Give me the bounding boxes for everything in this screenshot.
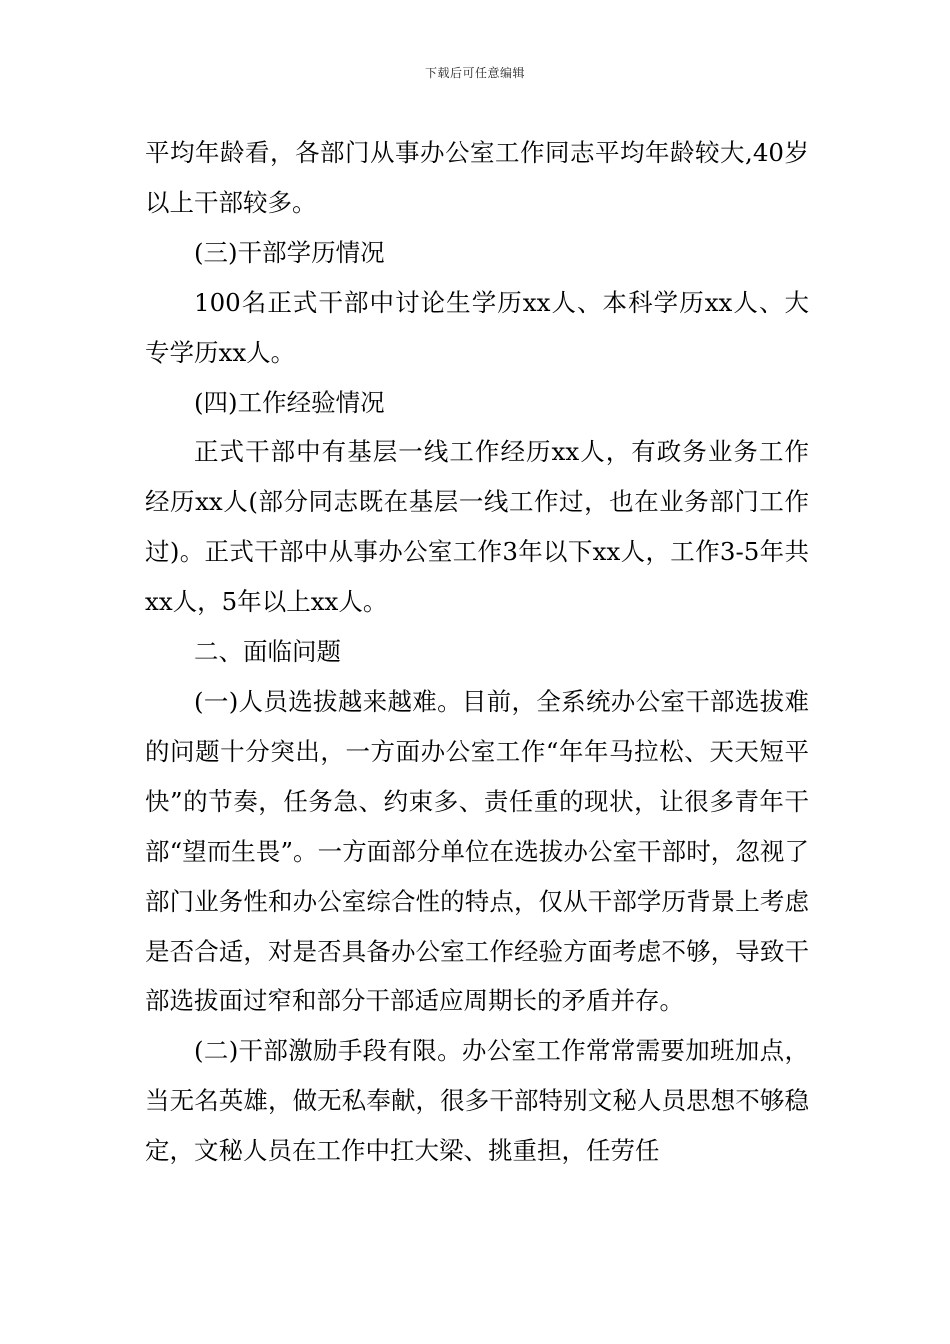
paragraph-experience: 正式干部中有基层一线工作经历xx人，有政务业务工作经历xx人(部分同志既在基层一线工作过，也在业务部门工作过)。正式干部中从事办公室工作3年以下xx人，工作3-5年共xx人，5年以上xx人。: [145, 437, 809, 617]
heading-education: (三)干部学历情况: [194, 237, 385, 267]
heading-experience: (四)工作经验情况: [194, 387, 385, 417]
paragraph-age: 平均年龄看，各部门从事办公室工作同志平均年龄较大,40岁以上干部较多。: [145, 138, 809, 217]
document-body: [145, 128, 809, 1176]
paragraph-selection: (一)人员选拔越来越难。目前，全系统办公室干部选拔难的问题十分突出，一方面办公室工作“年年马拉松、天天短平快”的节奏，任务急、约束多、责任重的现状，让很多青年干部“望而生畏”。一方面部分单位在选拔办公室干部时，忽视了部门业务性和办公室综合性的特点，仅从干部学历背景上考虑是否合适，对是否具备办公室工作经验方面考虑不够，导致干部选拔面过窄和部分干部适应周期长的矛盾并存。: [145, 686, 809, 1016]
paragraph-incentives: (二)干部激励手段有限。办公室工作常常需要加班加点，当无名英雄，做无私奉献，很多干部特别文秘人员思想不够稳定，文秘人员在工作中扛大梁、挑重担，任劳任: [145, 1036, 809, 1166]
heading-problems: 二、面临问题: [194, 637, 341, 667]
header-note: 下载后可任意编辑: [424, 66, 525, 80]
paragraph-education: 100名正式干部中讨论生学历xx人、本科学历xx人、大专学历xx人。: [145, 287, 809, 367]
